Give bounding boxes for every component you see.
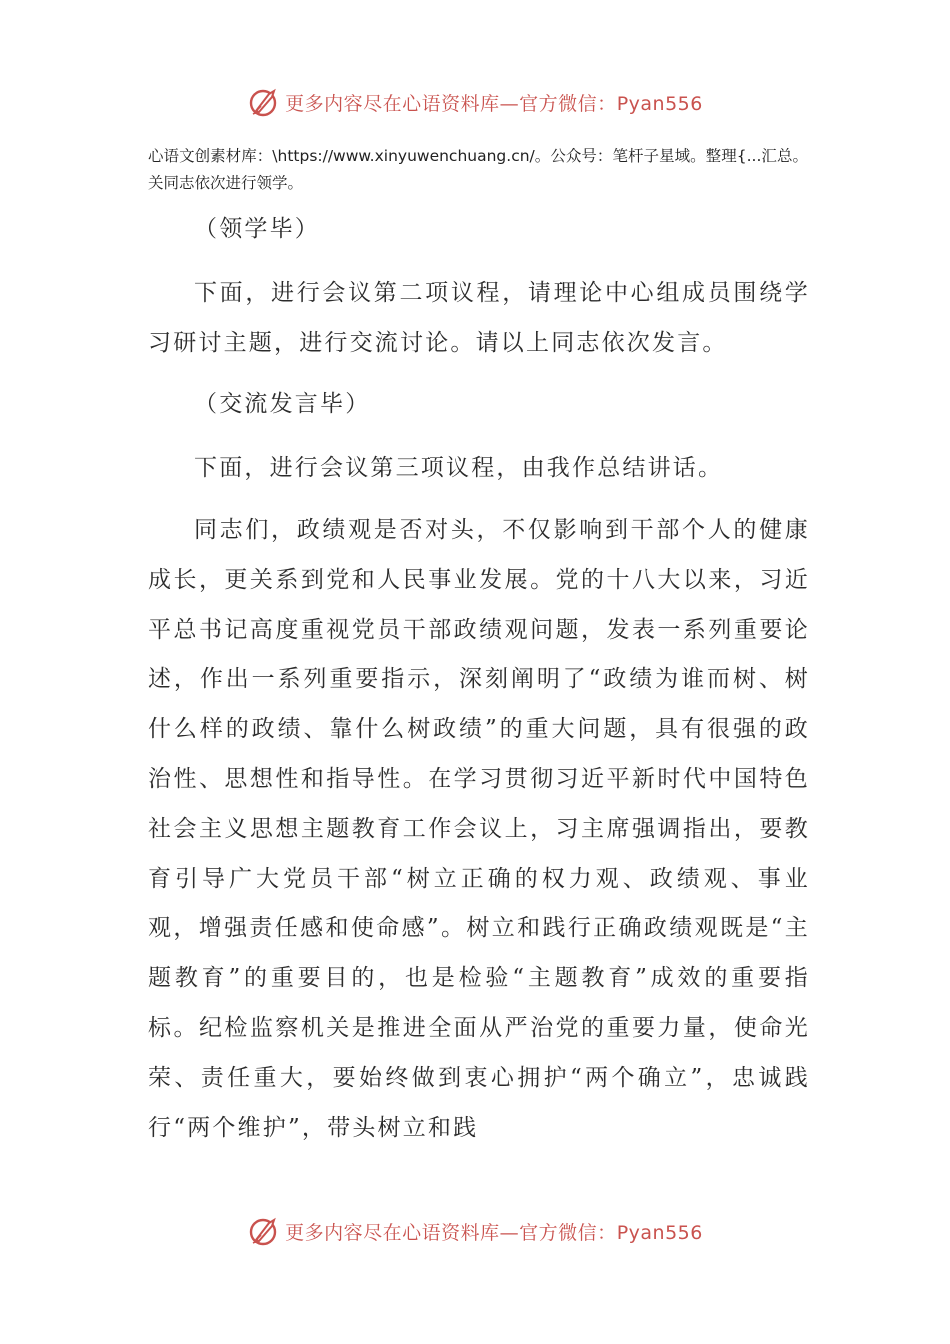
paragraph-study-done: （领学毕） <box>194 216 320 242</box>
paragraph-discussion-done: （交流发言毕） <box>194 391 371 418</box>
footer-title: 更多内容尽在心语资料库 <box>285 1221 500 1244</box>
header-dash: — <box>499 92 520 115</box>
paragraph-speech: 同志们，政绩观是否对头，不仅影响到干部个人的健康成长，更关系到党和人民事业发展。党的十八大以来，习近平总书记高度重视党员干部政绩观问题，发表一系列重要论述，作出一系列重要指示，深刻阐明了“政绩为谁而树、树什么样的政绩、靠什么树政绩”的重大问题，具有很强的政治性、思想性和指导性。在学习贯彻习近平新时代中国特色社会主义思想主题教育工作会议上，习主席强调指出，要教育引导广大党员干部“树立正确的权力观、政绩观、事业观，增强责任感和使命感”。树立和践行正确政绩观既是“主题教育”的重要目的，也是检验“主题教育”成效的重要指标。纪检监察机关是推进全面从严治党的重要力量，使命光荣、责任重大，要始终做到衷心拥护“两个确立”，忠诚践行“两个维护”，带头树立和践 <box>148 516 810 1141</box>
header-text <box>285 89 703 116</box>
footer-dash: — <box>499 1221 520 1244</box>
header-title: 更多内容尽在心语资料库 <box>285 92 500 115</box>
document-body <box>148 205 810 1165</box>
pen-nib-icon <box>247 1214 281 1248</box>
source-note: 心语文创素材库：\https://www.xinyuwenchuang.cn/。公众号：笔杆子星域。整理{...汇总。关同志依次进行领学。 <box>148 147 808 192</box>
footer-wechat-label: 官方微信： <box>519 1221 617 1244</box>
header-wechat-label: 官方微信： <box>519 92 617 115</box>
header-wechat-id: Pyan556 <box>616 92 703 115</box>
paragraph-agenda-three: 下面，进行会议第三项议程，由我作总结讲话。 <box>194 455 724 482</box>
footer-wechat-id: Pyan556 <box>616 1221 703 1244</box>
footer-banner <box>0 1211 950 1251</box>
footer-text <box>285 1218 703 1245</box>
pen-nib-icon <box>247 85 281 119</box>
paragraph-agenda-two: 下面，进行会议第二项议程，请理论中心组成员围绕学习研讨主题，进行交流讨论。请以上同志依次发言。 <box>148 279 810 356</box>
header-banner <box>0 82 950 122</box>
